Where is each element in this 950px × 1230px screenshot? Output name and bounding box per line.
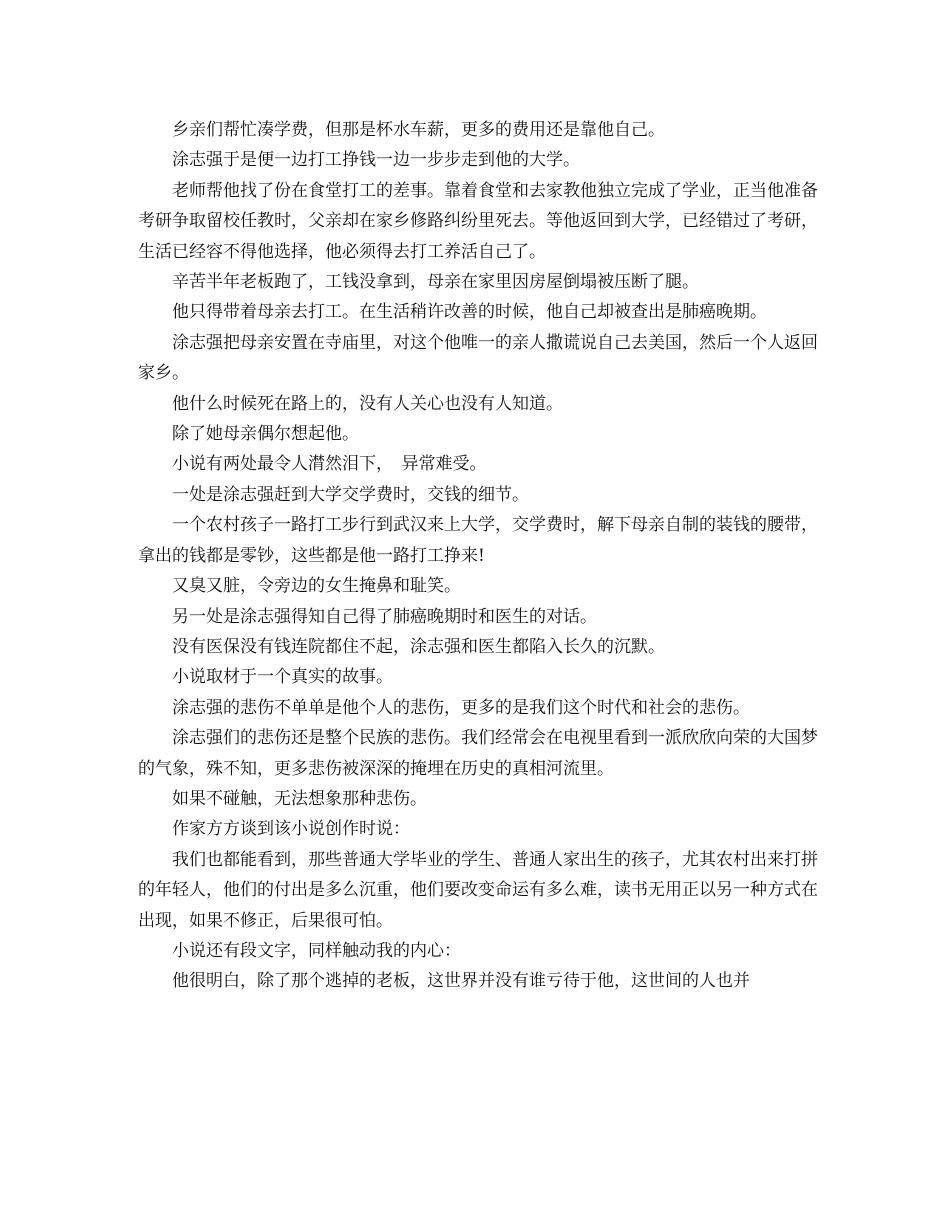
paragraph: 如果不碰触，无法想象那种悲伤。 <box>172 788 427 809</box>
paragraph: 除了她母亲偶尔想起他。 <box>172 424 359 445</box>
paragraph: 小说取材于一个真实的故事。 <box>172 667 393 688</box>
paragraph: 小说有两处最令人潸然泪下， 异常难受。 <box>172 454 487 475</box>
paragraph: 乡亲们帮忙凑学费，但那是杯水车薪，更多的费用还是靠他自己。 <box>172 120 665 140</box>
paragraph: 一处是涂志强赶到大学交学费时，交钱的细节。 <box>172 484 529 505</box>
document-body <box>138 115 818 997</box>
paragraph: 老师帮他找了份在食堂打工的差事。靠着食堂和去家教他独立完成了学业，正当他准备考研争取留校任教时，父亲却在家乡修路纠纷里死去。等他返回到大学，已经错过了考研，生活已经容不得他选择，他必须得去打工养活自己了。 <box>138 180 818 262</box>
paragraph: 他很明白，除了那个逃掉的老板，这世界并没有谁亏待于他，这世间的人也并 <box>172 971 750 992</box>
paragraph: 我们也都能看到，那些普通大学毕业的学生、普通人家出生的孩子，尤其农村出来打拼的年轻人，他们的付出是多么沉重，他们要改变命运有多么难，读书无用正以另一种方式在出现，如果不修正，后果很可怕。 <box>138 849 818 931</box>
paragraph: 涂志强们的悲伤还是整个民族的悲伤。我们经常会在电视里看到一派欣欣向荣的大国梦的气象，殊不知，更多悲伤被深深的掩埋在历史的真相河流里。 <box>138 728 818 779</box>
paragraph: 一个农村孩子一路打工步行到武汉来上大学，交学费时，解下母亲自制的装钱的腰带，拿出的钱都是零钞，这些都是他一路打工挣来! <box>138 515 818 566</box>
paragraph: 他什么时候死在路上的，没有人关心也没有人知道。 <box>172 393 563 414</box>
paragraph: 涂志强的悲伤不单单是他个人的悲伤，更多的是我们这个时代和社会的悲伤。 <box>172 697 750 718</box>
paragraph: 涂志强把母亲安置在寺庙里，对这个他唯一的亲人撒谎说自己去美国，然后一个人返回家乡。 <box>138 332 818 384</box>
paragraph: 作家方方谈到该小说创作时说： <box>172 819 410 840</box>
paragraph: 又臭又脏，令旁边的女生掩鼻和耻笑。 <box>172 576 461 597</box>
paragraph: 另一处是涂志强得知自己得了肺癌晚期时和医生的对话。 <box>172 606 597 627</box>
paragraph: 他只得带着母亲去打工。在生活稍许改善的时候，他自己却被查出是肺癌晚期。 <box>172 302 767 323</box>
paragraph: 小说还有段文字，同样触动我的内心： <box>172 940 461 961</box>
paragraph: 辛苦半年老板跑了，工钱没拿到，母亲在家里因房屋倒塌被压断了腿。 <box>172 272 699 293</box>
paragraph: 涂志强于是便一边打工挣钱一边一步步走到他的大学。 <box>172 150 580 171</box>
paragraph: 没有医保没有钱连院都住不起，涂志强和医生都陷入长久的沉默。 <box>172 636 665 657</box>
